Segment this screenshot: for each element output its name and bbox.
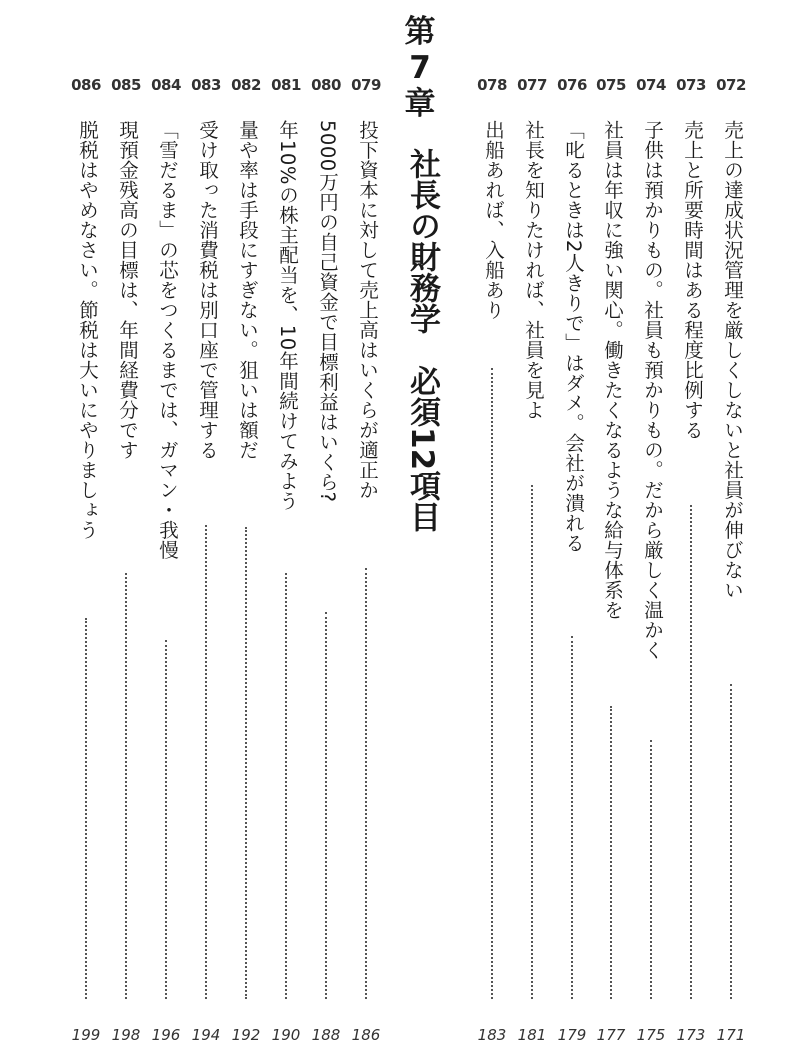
entry-page: 183 xyxy=(477,1026,507,1044)
entry-page: 179 xyxy=(557,1026,587,1044)
entry-number: 084 xyxy=(151,76,181,94)
entry-title: 売上と所要時間はある程度比例する xyxy=(681,120,704,440)
entry-title: 量や率は手段にすぎない。狙いは額だ xyxy=(236,120,259,460)
toc-entry[interactable] xyxy=(146,0,186,1055)
chapter-label: 第7章 xyxy=(404,14,436,122)
toc-entry[interactable] xyxy=(266,0,306,1055)
toc-entry[interactable] xyxy=(512,0,552,1055)
entry-title: 社長を知りたければ、社員を見よ xyxy=(522,120,545,420)
entry-page: 199 xyxy=(71,1026,101,1044)
entry-title: 5000万円の自己資金で目標利益はいくら? xyxy=(316,120,339,503)
entry-page: 192 xyxy=(231,1026,261,1044)
entry-number: 074 xyxy=(636,76,666,94)
entry-title: 年10%の株主配当を、10年間続けてみよう xyxy=(276,120,299,511)
leader-dots xyxy=(531,485,533,999)
entry-number: 085 xyxy=(111,76,141,94)
entry-number: 073 xyxy=(676,76,706,94)
entry-page: 181 xyxy=(517,1026,547,1044)
entry-number: 086 xyxy=(71,76,101,94)
toc-entry[interactable] xyxy=(186,0,226,1055)
entry-title: 受け取った消費税は別口座で管理する xyxy=(196,120,219,460)
entry-number: 079 xyxy=(351,76,381,94)
entry-number: 083 xyxy=(191,76,221,94)
leader-dots xyxy=(650,740,652,999)
toc-entry[interactable] xyxy=(226,0,266,1055)
leader-dots xyxy=(205,525,207,999)
entry-page: 175 xyxy=(636,1026,666,1044)
toc-entry[interactable] xyxy=(591,0,631,1055)
entry-title: 社員は年収に強い関心。働きたくなるような給与体系を xyxy=(601,120,624,620)
leader-dots xyxy=(165,640,167,999)
entry-title: 現預金残高の目標は、年間経費分です xyxy=(116,120,139,460)
toc-entry[interactable] xyxy=(306,0,346,1055)
toc-entry[interactable] xyxy=(346,0,386,1055)
toc-entry[interactable] xyxy=(711,0,751,1055)
toc-entry[interactable] xyxy=(552,0,592,1055)
chapter-title: 社長の財務学 必須12項目 xyxy=(404,148,440,533)
entry-page: 190 xyxy=(271,1026,301,1044)
leader-dots xyxy=(610,706,612,999)
entry-number: 080 xyxy=(311,76,341,94)
toc-entry[interactable] xyxy=(66,0,106,1055)
entry-title: 脱税はやめなさい。節税は大いにやりましょう xyxy=(76,120,99,540)
toc-entry[interactable] xyxy=(106,0,146,1055)
entry-title: 子供は預かりもの。社員も預かりもの。だから厳しく温かく xyxy=(641,120,664,660)
entry-title: 投下資本に対して売上高はいくらが適正か xyxy=(356,120,379,500)
leader-dots xyxy=(85,618,87,999)
toc-entry[interactable] xyxy=(631,0,671,1055)
entry-title: 「叱るときは2人きりで」はダメ。会社が潰れる xyxy=(562,120,585,553)
leader-dots xyxy=(491,368,493,999)
entry-title: 「雪だるま」の芯をつくるまでは、ガマン・我慢 xyxy=(156,120,179,560)
toc-entry[interactable] xyxy=(671,0,711,1055)
entry-page: 188 xyxy=(311,1026,341,1044)
leader-dots xyxy=(730,684,732,999)
leader-dots xyxy=(365,568,367,999)
entry-number: 081 xyxy=(271,76,301,94)
entry-page: 198 xyxy=(111,1026,141,1044)
entry-page: 194 xyxy=(191,1026,221,1044)
leader-dots xyxy=(125,573,127,999)
leader-dots xyxy=(285,573,287,999)
leader-dots xyxy=(245,527,247,999)
entry-page: 171 xyxy=(716,1026,746,1044)
toc-entry[interactable] xyxy=(472,0,512,1055)
entry-number: 075 xyxy=(596,76,626,94)
entry-page: 173 xyxy=(676,1026,706,1044)
entry-number: 076 xyxy=(557,76,587,94)
entry-number: 077 xyxy=(517,76,547,94)
entry-number: 072 xyxy=(716,76,746,94)
leader-dots xyxy=(325,612,327,999)
entry-page: 186 xyxy=(351,1026,381,1044)
entry-page: 177 xyxy=(596,1026,626,1044)
entry-number: 078 xyxy=(477,76,507,94)
entry-title: 出船あれば、入船あり xyxy=(482,120,505,320)
entry-title: 売上の達成状況管理を厳しくしないと社員が伸びない xyxy=(721,120,744,600)
leader-dots xyxy=(690,505,692,999)
entry-number: 082 xyxy=(231,76,261,94)
entry-page: 196 xyxy=(151,1026,181,1044)
leader-dots xyxy=(571,636,573,999)
